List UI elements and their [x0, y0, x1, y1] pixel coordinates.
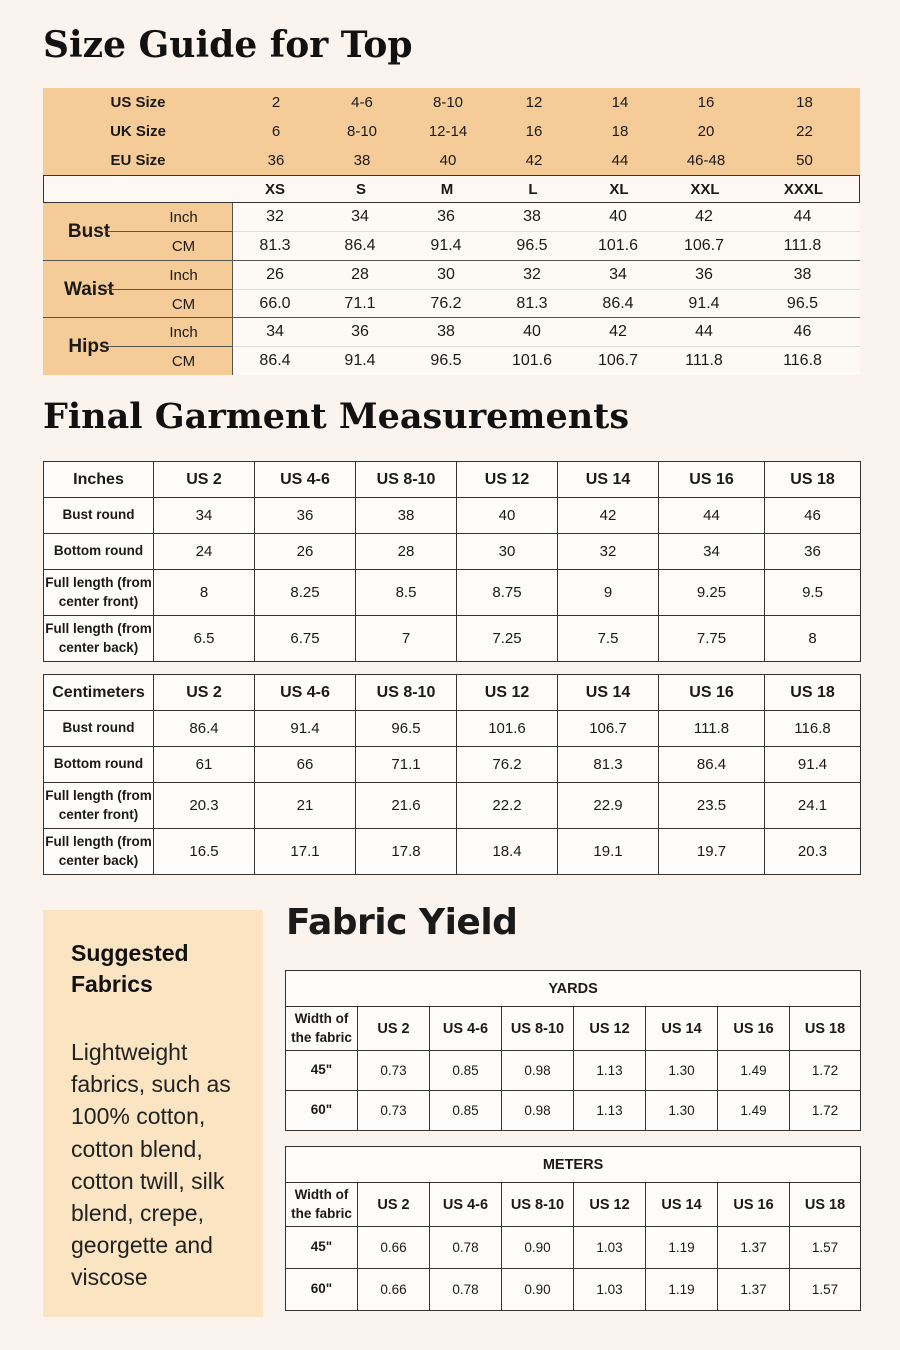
yield-row	[286, 1227, 861, 1269]
size-header: US 8-10	[502, 1007, 574, 1051]
size-header: US 16	[718, 1183, 790, 1227]
row-label: Full length (from center back)	[44, 616, 154, 662]
size-header: US 2	[358, 1007, 430, 1051]
measurement-value: 91.4	[430, 237, 462, 254]
measurement-cell: 86.4	[659, 747, 765, 783]
waist-measurements	[43, 260, 860, 318]
width-header: Width of the fabric	[286, 1183, 358, 1227]
conversion-value: 4-6	[351, 94, 373, 111]
measurement-value: 111.8	[783, 237, 822, 254]
row-label: Full length (from center back)	[44, 829, 154, 875]
row-label: Bottom round	[44, 747, 154, 783]
size-header: US 4-6	[255, 675, 356, 711]
hips-measurements	[43, 317, 860, 375]
measurement-cell: 101.6	[457, 711, 558, 747]
size-header: US 8-10	[502, 1183, 574, 1227]
conversion-value: 14	[611, 94, 629, 111]
measurement-value: 106.7	[597, 352, 639, 369]
width-header: Width of the fabric	[286, 1007, 358, 1051]
measurement-cell: 21.6	[356, 783, 457, 829]
yield-cell: 0.78	[430, 1227, 502, 1269]
yield-cell: 1.72	[790, 1051, 861, 1091]
measurement-value: 86.4	[344, 237, 376, 254]
measurement-cell: 71.1	[356, 747, 457, 783]
inch-label: Inch	[105, 203, 232, 232]
measurement-value: 32	[266, 208, 284, 225]
conversion-label: US Size	[110, 94, 166, 111]
unit-labels	[135, 318, 233, 375]
measurement-value: 66.0	[259, 295, 291, 312]
yield-cell: 1.30	[646, 1091, 718, 1131]
measurement-cell: 76.2	[457, 747, 558, 783]
measurement-cell: 9.5	[765, 570, 861, 616]
size-header: US 18	[765, 462, 861, 498]
row-label: Bottom round	[44, 534, 154, 570]
conversion-value: 8-10	[432, 94, 464, 111]
measurement-cell: 96.5	[356, 711, 457, 747]
cm-row	[233, 232, 860, 260]
conversion-value: 6	[271, 123, 281, 140]
measurement-cell: 9.25	[659, 570, 765, 616]
measurement-cell: 8.5	[356, 570, 457, 616]
size-header: US 2	[154, 462, 255, 498]
measurement-value: 42	[609, 323, 627, 340]
yield-cell: 0.73	[358, 1051, 430, 1091]
final-garment-title: Final Garment Measurements	[43, 396, 630, 437]
size-header: US 12	[574, 1183, 646, 1227]
measurement-values	[233, 318, 860, 375]
conversion-value: 12-14	[428, 123, 468, 140]
measurement-cell: 28	[356, 534, 457, 570]
fabric-width: 45"	[286, 1051, 358, 1091]
unit-labels	[135, 203, 233, 260]
size-guide-title: Size Guide for Top	[43, 24, 413, 66]
yield-cell: 0.66	[358, 1269, 430, 1311]
letter-row	[44, 176, 859, 202]
yield-cell: 1.37	[718, 1227, 790, 1269]
measurement-cell: 42	[558, 498, 659, 534]
cm-label: CM	[171, 237, 196, 255]
conversion-value: 12	[525, 94, 543, 111]
measurement-value: 26	[266, 266, 284, 283]
yield-cell: 0.90	[502, 1227, 574, 1269]
measurement-value: 40	[609, 208, 627, 225]
measurement-cell: 6.5	[154, 616, 255, 662]
table-row	[44, 783, 861, 829]
measurement-value: 81.3	[516, 295, 548, 312]
measurement-cell: 36	[765, 534, 861, 570]
size-header: US 16	[718, 1007, 790, 1051]
table-row	[44, 498, 861, 534]
letter-size: XS	[264, 180, 285, 198]
measurement-value: 86.4	[602, 295, 634, 312]
measurement-cell: 34	[154, 498, 255, 534]
row-label: Bust round	[44, 498, 154, 534]
cm-label: CM	[171, 295, 196, 313]
size-header: US 2	[154, 675, 255, 711]
size-conversion-row	[43, 88, 860, 117]
yield-cell: 1.13	[574, 1051, 646, 1091]
measurement-value: 38	[523, 208, 541, 225]
measurement-value: 32	[523, 266, 541, 283]
measurement-values	[233, 261, 860, 318]
measurement-value: 40	[523, 323, 541, 340]
measurement-cell: 24.1	[765, 783, 861, 829]
measurement-cell: 8.75	[457, 570, 558, 616]
size-header: US 12	[457, 462, 558, 498]
measurement-value: 36	[695, 266, 713, 283]
header-row	[44, 462, 861, 498]
measurement-value: 46	[793, 323, 812, 340]
measurement-value: 96.5	[516, 237, 548, 254]
conversion-label: UK Size	[110, 123, 166, 140]
yield-cell: 1.03	[574, 1269, 646, 1311]
conversion-value: 22	[796, 123, 813, 140]
size-header: US 18	[765, 675, 861, 711]
measurement-value: 76.2	[430, 295, 462, 312]
conversion-value: 44	[611, 152, 629, 169]
size-header: US 4-6	[255, 462, 356, 498]
size-header: US 4-6	[430, 1183, 502, 1227]
letter-size: XXL	[690, 180, 720, 198]
measurement-value: 38	[793, 266, 812, 283]
measurement-cell: 91.4	[765, 747, 861, 783]
measurement-value: 34	[351, 208, 369, 225]
yield-cell: 1.49	[718, 1091, 790, 1131]
garment-inches-table	[43, 461, 861, 662]
inch-row	[233, 261, 860, 290]
measurement-cell: 61	[154, 747, 255, 783]
yield-cell: 1.30	[646, 1051, 718, 1091]
row-label: Full length (from center front)	[44, 783, 154, 829]
measurement-value: 36	[351, 323, 369, 340]
suggested-fabrics-heading: Suggested Fabrics	[71, 940, 189, 998]
unit-heading: YARDS	[286, 971, 861, 1007]
yield-cell: 1.03	[574, 1227, 646, 1269]
size-header: US 14	[558, 462, 659, 498]
measurement-value: 34	[266, 323, 284, 340]
size-header: US 12	[574, 1007, 646, 1051]
header-row	[44, 675, 861, 711]
yield-row	[286, 1051, 861, 1091]
yield-cell: 1.19	[646, 1227, 718, 1269]
measurement-cell: 7.5	[558, 616, 659, 662]
measurement-cell: 17.1	[255, 829, 356, 875]
measurement-cell: 17.8	[356, 829, 457, 875]
header-row	[286, 1007, 861, 1051]
measurement-cell: 111.8	[659, 711, 765, 747]
measurement-cell: 26	[255, 534, 356, 570]
conversion-value: 46-48	[686, 152, 726, 169]
measurement-cell: 21	[255, 783, 356, 829]
size-header: US 18	[790, 1007, 861, 1051]
letter-size: M	[440, 180, 454, 198]
conversion-value: 18	[611, 123, 629, 140]
unit-row	[286, 1147, 861, 1183]
fabric-width: 60"	[286, 1091, 358, 1131]
measurement-cell: 24	[154, 534, 255, 570]
yield-cell: 0.98	[502, 1051, 574, 1091]
conversion-value: 20	[697, 123, 715, 140]
garment-centimeters-table	[43, 674, 861, 875]
unit-header: Centimeters	[44, 675, 154, 711]
measurement-value: 28	[351, 266, 369, 283]
suggested-fabrics-box	[43, 910, 263, 1317]
measurement-cell: 7.25	[457, 616, 558, 662]
cm-row	[233, 290, 860, 318]
conversion-value: 38	[353, 152, 371, 169]
conversion-value: 16	[525, 123, 543, 140]
measurement-cell: 8	[765, 616, 861, 662]
conversion-value: 40	[439, 152, 457, 169]
fabric-width: 60"	[286, 1269, 358, 1311]
header-row	[286, 1183, 861, 1227]
conversion-label: EU Size	[110, 152, 166, 169]
measurement-cell: 7.75	[659, 616, 765, 662]
size-header: US 2	[358, 1183, 430, 1227]
yield-cell: 0.85	[430, 1051, 502, 1091]
suggested-fabrics-text: Lightweight fabrics, such as 100% cotton, cotton blend, cotton twill, silk blend, crepe, georgette and viscose	[71, 1039, 231, 1291]
measurement-value: 71.1	[344, 295, 376, 312]
body-part-label: Hips	[43, 318, 135, 375]
measurement-cell: 20.3	[154, 783, 255, 829]
measurement-value: 101.6	[597, 237, 639, 254]
measurement-value: 91.4	[688, 295, 720, 312]
yield-cell: 1.19	[646, 1269, 718, 1311]
measurement-value: 42	[695, 208, 713, 225]
size-conversion-table	[43, 88, 860, 175]
size-header: US 18	[790, 1183, 861, 1227]
body-part-label: Waist	[43, 261, 135, 318]
measurement-cell: 46	[765, 498, 861, 534]
measurement-cell: 34	[659, 534, 765, 570]
measurement-cell: 86.4	[154, 711, 255, 747]
fabric-width: 45"	[286, 1227, 358, 1269]
table-row	[44, 534, 861, 570]
measurement-value: 30	[437, 266, 455, 283]
measurement-cell: 81.3	[558, 747, 659, 783]
measurement-cell: 44	[659, 498, 765, 534]
yield-row	[286, 1269, 861, 1311]
inch-row	[233, 318, 860, 347]
yield-cell: 0.66	[358, 1227, 430, 1269]
measurement-value: 111.8	[685, 352, 723, 369]
yield-cell: 1.72	[790, 1091, 861, 1131]
fabric-yield-title: Fabric Yield	[286, 902, 518, 943]
measurement-value: 44	[695, 323, 713, 340]
inch-label: Inch	[105, 318, 232, 347]
measurement-cell: 66	[255, 747, 356, 783]
measurement-value: 96.5	[786, 295, 819, 312]
unit-row	[286, 971, 861, 1007]
yield-row	[286, 1091, 861, 1131]
cm-row	[233, 347, 860, 375]
yield-cell: 0.90	[502, 1269, 574, 1311]
body-part-label: Bust	[43, 203, 135, 260]
size-header: US 14	[558, 675, 659, 711]
conversion-value: 16	[697, 94, 715, 111]
inch-row	[233, 203, 860, 232]
size-header: US 4-6	[430, 1007, 502, 1051]
yield-cell: 1.57	[790, 1227, 861, 1269]
measurement-cell: 19.1	[558, 829, 659, 875]
measurement-cell: 16.5	[154, 829, 255, 875]
yield-cell: 1.57	[790, 1269, 861, 1311]
measurement-cell: 8	[154, 570, 255, 616]
size-conversion-row	[43, 146, 860, 175]
measurement-cell: 36	[255, 498, 356, 534]
cm-label: CM	[171, 352, 196, 370]
unit-header: Inches	[44, 462, 154, 498]
size-header: US 12	[457, 675, 558, 711]
measurement-value: 96.5	[430, 352, 462, 369]
fabric-yield-meters-table	[285, 1146, 861, 1311]
measurement-value: 106.7	[683, 237, 725, 254]
size-header: US 16	[659, 462, 765, 498]
conversion-value: 42	[525, 152, 543, 169]
measurement-cell: 20.3	[765, 829, 861, 875]
measurement-cell: 9	[558, 570, 659, 616]
table-row	[44, 570, 861, 616]
measurement-value: 116.8	[783, 352, 822, 369]
fabric-yield-yards-table	[285, 970, 861, 1131]
table-row	[44, 616, 861, 662]
measurement-cell: 23.5	[659, 783, 765, 829]
yield-cell: 1.49	[718, 1051, 790, 1091]
letter-size: S	[355, 180, 366, 198]
measurement-cell: 38	[356, 498, 457, 534]
yield-cell: 0.85	[430, 1091, 502, 1131]
letter-size-row	[43, 175, 860, 203]
conversion-value: 50	[796, 152, 813, 169]
unit-heading: METERS	[286, 1147, 861, 1183]
measurement-cell: 19.7	[659, 829, 765, 875]
yield-cell: 0.73	[358, 1091, 430, 1131]
size-header: US 8-10	[356, 675, 457, 711]
conversion-value: 2	[271, 94, 281, 111]
conversion-value: 36	[267, 152, 285, 169]
measurement-cell: 30	[457, 534, 558, 570]
measurement-value: 101.6	[511, 352, 553, 369]
measurement-cell: 91.4	[255, 711, 356, 747]
measurement-value: 86.4	[259, 352, 291, 369]
size-header: US 16	[659, 675, 765, 711]
size-header: US 14	[646, 1007, 718, 1051]
size-conversion-row	[43, 117, 860, 146]
size-header: US 8-10	[356, 462, 457, 498]
measurement-values	[233, 203, 860, 260]
measurement-value: 44	[793, 208, 812, 225]
measurement-cell: 7	[356, 616, 457, 662]
bust-measurements	[43, 203, 860, 260]
letter-size: L	[528, 180, 538, 198]
yield-cell: 0.78	[430, 1269, 502, 1311]
measurement-value: 38	[437, 323, 455, 340]
measurement-cell: 22.9	[558, 783, 659, 829]
measurement-value: 34	[609, 266, 627, 283]
unit-labels	[135, 261, 233, 318]
table-row	[44, 829, 861, 875]
measurement-cell: 106.7	[558, 711, 659, 747]
letter-size: XL	[609, 180, 629, 198]
yield-cell: 1.13	[574, 1091, 646, 1131]
table-row	[44, 711, 861, 747]
size-header: US 14	[646, 1183, 718, 1227]
table-row	[44, 747, 861, 783]
measurement-cell: 40	[457, 498, 558, 534]
measurement-cell: 6.75	[255, 616, 356, 662]
measurement-value: 36	[437, 208, 455, 225]
measurement-value: 81.3	[259, 237, 291, 254]
measurement-cell: 18.4	[457, 829, 558, 875]
letter-size: XXXL	[783, 180, 824, 198]
measurement-cell: 22.2	[457, 783, 558, 829]
measurement-value: 91.4	[344, 352, 376, 369]
row-label: Bust round	[44, 711, 154, 747]
row-label: Full length (from center front)	[44, 570, 154, 616]
yield-cell: 1.37	[718, 1269, 790, 1311]
measurement-cell: 32	[558, 534, 659, 570]
inch-label: Inch	[105, 261, 232, 290]
measurement-cell: 116.8	[765, 711, 861, 747]
measurement-cell: 8.25	[255, 570, 356, 616]
conversion-value: 18	[796, 94, 813, 111]
yield-cell: 0.98	[502, 1091, 574, 1131]
conversion-value: 8-10	[346, 123, 378, 140]
